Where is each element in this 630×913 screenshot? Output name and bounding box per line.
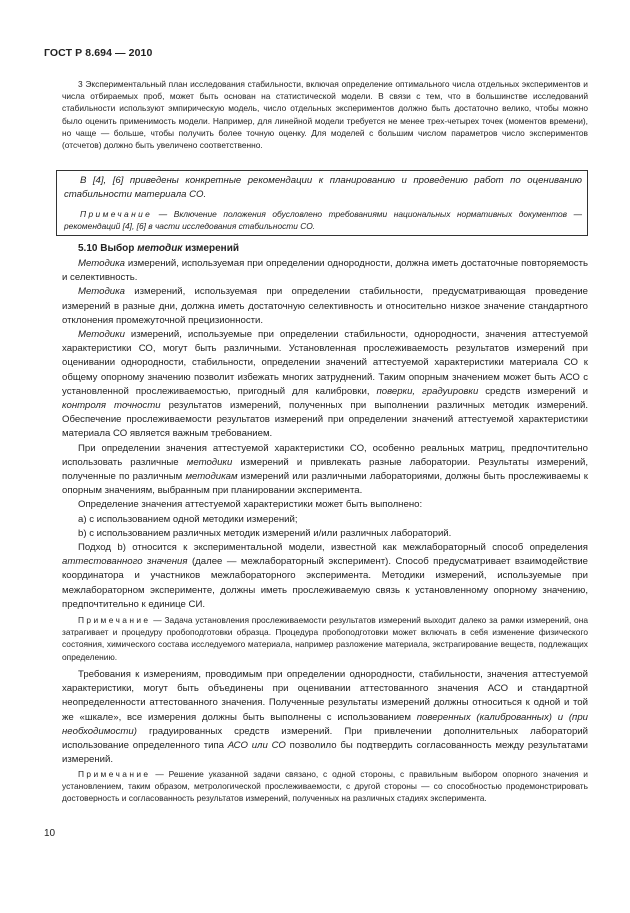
italic-term: методики (186, 456, 233, 468)
italic-term: поверенных (калиброванных) и (при необходимости) (62, 711, 588, 737)
section-body (62, 257, 588, 612)
national-note-box (56, 170, 588, 236)
paragraph-text: Требования к измерениям, проводимым при определении однородности, стабильности, значения аттестуемой характеристики, могут быть объединены при оценивании аттестованного значения АСО и стандартной неопределенности аттестованного значения. Полученные результаты измерений должны относиться к одной и той же «шкале», все измерения должны быть выполнены с использованием (62, 669, 588, 723)
document-header: ГОСТ Р 8.694 — 2010 (44, 47, 153, 59)
paragraph-text: измерений, используемые при определении стабильности, однородности, значения аттестуемой характеристики СО, могут быть различными. Установленная прослеживаемость результатов измерений при оценивании однородности, стабильности, определении значений аттестуемой характеристики материала СО к общему опорному значению позволит избежать многих затруднений. Таким опорным значением может быть АСО с установленной прослеживаемостью, пригодный для калибровки, (62, 329, 588, 397)
note-label: Примечание (78, 615, 151, 625)
note-solution (62, 768, 588, 805)
paragraph: Определение значения аттестуемой характеристики может быть выполнено: (78, 499, 423, 511)
note-label: Примечание (78, 769, 151, 779)
italic-term: поверки, градуировки (376, 385, 479, 397)
italic-term: методикам (185, 471, 238, 483)
paragraph-text: 3 Экспериментальный план исследования стабильности, включая определение оптимального числа отдельных экспериментов и числа отбираемых проб, может быть основан на статистической модели. В связи с тем, что в большинстве исследований стабильности используют эмпирическую модель, число отдельных экспериментов должно быть достаточно велико, чтобы можно было оценить применимость модели. Например, для линейной модели требуется не менее трех-четырех точек (моментов времени), но чаще — больше, чтобы получить более точную оценку. Для моделей с большим числом параметров число экспериментов (отсчетов) должно быть увеличено соответственно. (62, 79, 588, 151)
paragraph (62, 442, 588, 499)
italic-term: аттестованного значения (62, 556, 188, 568)
paragraph (62, 668, 588, 767)
paragraph-text: градуированных средств измерений. При привлечении дополнительных лабораторий использование определенного типа (62, 725, 588, 752)
paragraph-text: позволило бы подтвердить согласованность между результатами измерений. (62, 740, 588, 766)
note-text: — Задача установления прослеживаемости результатов измерений выходит далеко за рамки измерений, она затрагивает и процедуру пробоподготовки образца. Процедура пробоподготовки может включать в себя изменение физического состояния, химического состава исследуемого материала, например разложение материала, экстрагирование веществ, подлежащих определению. (62, 615, 588, 662)
paragraph (62, 257, 588, 285)
italic-term: Методика (78, 286, 125, 298)
paragraph (62, 541, 588, 612)
note-text: — Решение указанной задачи связано, с одной стороны, с правильным выбором опорного значения и установлением, таким образом, метрологической прослеживаемости, с другой стороны — со способностью продемонстрировать достоверность и согласованность результатов измерений, полученных на различных стадиях эксперимента. (62, 769, 588, 804)
paragraph-text: измерений, используемая при определении однородности, должна иметь достаточные повторяемость и селективность. (62, 258, 588, 284)
paragraph-stability-plan (62, 78, 588, 151)
note-paragraph (62, 614, 588, 663)
paragraph-text: средств измерений и (478, 385, 588, 397)
note-text: — Включение положения обусловлено требованиями национальных нормативных документов — рекомендаций [4], [6] в части исследования стабильности СО. (64, 209, 582, 232)
page-number: 10 (44, 828, 56, 839)
paragraph-text: измерений или различными лабораториями, должны быть прослеживаемы к опорным значениям, выбранным при планировании эксперимента. (62, 471, 588, 497)
section-title-italic: методик (137, 243, 183, 254)
paragraph-text: (далее — межлабораторный эксперимент). Способ предусматривает взаимодействие координатора и участников межлабораторного эксперимента. Методики измерений, используемые при межлабораторном эксперименте, должны иметь прослеживаемую связь к установленному опорному значению, предпочтительно к единице СИ. (62, 556, 589, 610)
list-item: b) с использованием различных методик измерений и/или различных лабораторий. (78, 527, 452, 539)
note-label: Примечание (80, 209, 153, 219)
paragraph-text: При определении значения аттестуемой характеристики СО, особенно реальных матриц, предпочтительно использовать различные (62, 442, 588, 468)
paragraph (62, 328, 588, 442)
paragraph-requirements (62, 668, 588, 767)
section-heading (62, 243, 588, 254)
italic-term: Методики (78, 329, 125, 341)
italic-term: Методика (78, 258, 125, 269)
italic-term: АСО или СО (227, 740, 286, 752)
box-text: В [4], [6] приведены конкретные рекомендации к планированию и проведению работ по оцениванию стабильности материала СО. (64, 175, 582, 200)
section-number: 5.10 Выбор (78, 243, 135, 254)
box-note (64, 208, 582, 232)
paragraph-text: измерений, используемая при определении стабильности, предусматривающая проведение измерений в разные дни, должна иметь достаточную селективность и относительно низкое значение стандартного отклонения промежуточной прецизионности. (62, 286, 588, 326)
paragraph-text: измерений и привлекать разные лаборатории. Результаты измерений, полученные по различным (62, 456, 588, 483)
section-title-rest: измерений (185, 243, 239, 254)
paragraph-text: результатов измерений, полученных при выполнении различных методик измерений. Обеспечение прослеживаемости результатов измерений при определении значений аттестуемой характеристики материала СО является важным требованием. (62, 400, 589, 440)
list-item: a) с использованием одной методики измерений; (78, 513, 298, 525)
paragraph (62, 285, 588, 328)
paragraph-text: Подход b) относится к экспериментальной модели, известной как межлабораторный способ определения (78, 542, 588, 554)
section-5-10 (62, 243, 588, 254)
note-paragraph (62, 768, 588, 805)
italic-term: контроля точности (62, 400, 161, 412)
note-traceability (62, 614, 588, 663)
